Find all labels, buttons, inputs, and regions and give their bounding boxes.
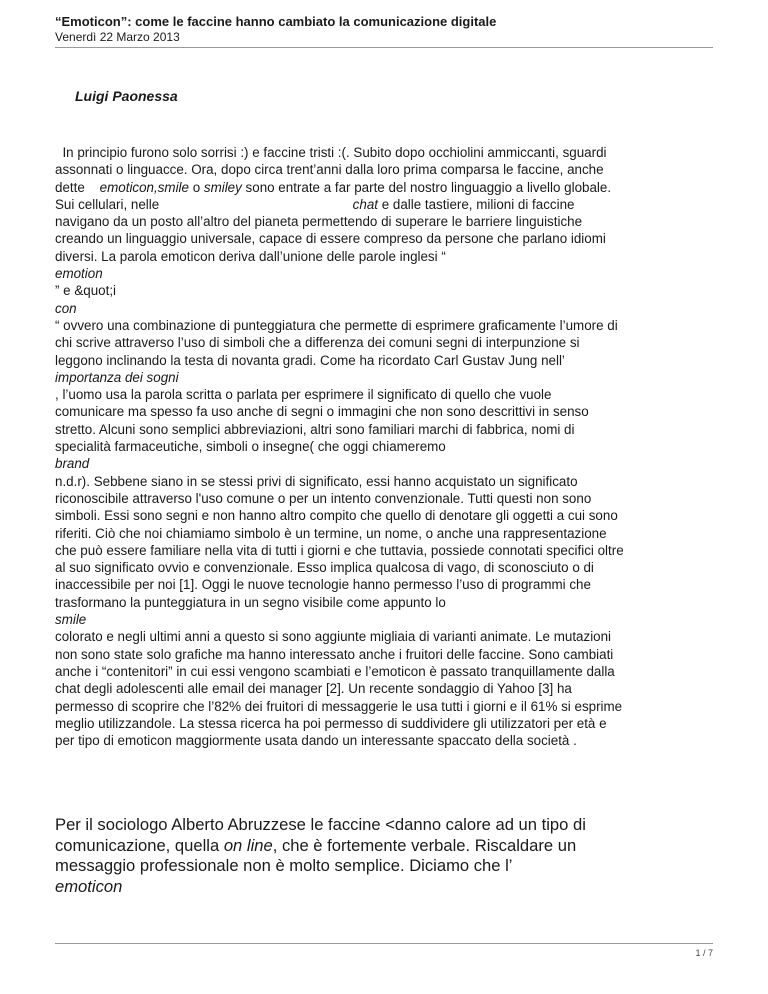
text-line	[55, 265, 725, 282]
text-line	[55, 715, 725, 732]
footer-divider	[55, 943, 713, 944]
text-line	[55, 161, 725, 178]
text-segment: messaggio professionale non è molto semplice. Diciamo che l’	[55, 856, 513, 875]
text-line	[55, 300, 725, 317]
text-line	[55, 403, 725, 420]
text-line	[55, 438, 725, 455]
text-segment: In principio furono solo sorrisi :) e faccine tristi :(. Subito dopo occhiolini ammiccanti, sguardi	[55, 145, 607, 160]
text-segment: trasformano la punteggiatura in un segno visibile come appunto lo	[55, 594, 446, 610]
text-line	[55, 386, 725, 403]
text-line	[55, 369, 725, 386]
text-line	[55, 698, 725, 715]
text-segment: non sono state solo grafiche ma hanno interessato anche i fruitori delle faccine. Sono cambiati	[55, 646, 614, 662]
text-segment: e dalle tastiere, milioni di faccine	[377, 196, 575, 212]
text-segment: inaccessibile per noi [1]. Oggi le nuove tecnologie hanno permesso l’uso di programmi che	[55, 577, 591, 593]
quote-paragraph	[55, 815, 725, 897]
text-segment: ” e &quot;i	[55, 283, 117, 299]
italic-text: brand	[55, 456, 90, 472]
text-segment: assonnati o linguacce. Ora, dopo circa trent’anni dalla loro prima comparsa le faccine, anche	[55, 162, 604, 178]
text-segment: , che è fortemente verbale. Riscaldare un	[272, 835, 577, 855]
italic-text: con	[55, 300, 77, 316]
text-segment: “ ovvero una combinazione di punteggiatura che permette di esprimere graficamente l’umore di	[55, 317, 618, 333]
text-segment: specialità farmaceutiche, simboli o insegne( che oggi chiameremo	[55, 439, 446, 455]
text-line	[55, 179, 725, 196]
text-line	[55, 732, 725, 749]
text-segment: creando un linguaggio universale, capace di essere compreso da persone che parlano idiomi	[55, 231, 606, 247]
text-line	[55, 196, 725, 213]
text-segment: Per il sociologo Alberto Abruzzese le faccine <danno calore ad un tipo di	[55, 815, 586, 834]
text-segment: comunicare ma spesso fa uso anche di segni o immagini che non sono descrittivi in senso	[55, 404, 589, 420]
text-segment: simboli. Essi sono segni e non hanno altro compito che quello di denotare gli oggetti a cui sono	[55, 508, 618, 524]
text-segment: meglio utilizzandole. La stessa ricerca ha poi permesso di suddividere gli utilizzatori per età e	[55, 715, 607, 731]
article-body	[55, 144, 725, 749]
text-line	[55, 473, 725, 490]
text-line	[55, 421, 725, 438]
italic-text: chat	[352, 196, 378, 212]
text-segment: chat degli adolescenti alle email dei manager [2]. Un recente sondaggio di Yahoo [3] ha	[55, 681, 572, 697]
italic-text: smiley	[203, 179, 242, 195]
italic-text: smile	[55, 612, 87, 628]
text-segment: riconoscibile attraverso l'uso comune o per un intento convenzionale. Tutti questi non sono	[55, 490, 592, 506]
text-segment: comunicazione, quella	[55, 835, 224, 855]
text-segment: colorato e negli ultimi anni a questo si sono aggiunte migliaia di varianti animate. Le mutazioni	[55, 629, 612, 645]
text-segment: leggono inclinando la testa di novanta gradi. Come ha ricordato Carl Gustav Jung nell’	[55, 352, 565, 368]
italic-text: emoticon,smile	[99, 179, 189, 195]
document-date: Venerdì 22 Marzo 2013	[55, 30, 180, 44]
text-line	[55, 646, 725, 663]
text-line	[55, 680, 725, 697]
text-segment: dette	[55, 179, 100, 195]
text-segment: navigano da un posto all’altro del pianeta permettendo di superare le barriere linguistiche	[55, 214, 583, 230]
text-segment: Sui cellulari, nelle	[55, 196, 353, 212]
author-name: Luigi Paonessa	[75, 88, 178, 104]
italic-text: emoticon	[55, 876, 123, 896]
text-segment: che può essere familiare nella vita di tutti i giorni e che tuttavia, possiede connotati specifici oltre	[55, 542, 624, 558]
text-segment: permesso di scoprire che l’82% dei fruitori di messaggerie le usa tutti i giorni e il 61% si esprime	[55, 698, 623, 714]
italic-text: emotion	[55, 266, 103, 282]
page-number: 1 / 7	[695, 948, 713, 958]
document-title: “Emoticon”: come le faccine hanno cambiato la comunicazione digitale	[55, 14, 497, 29]
text-line	[55, 611, 725, 628]
text-segment: , l’uomo usa la parola scritta o parlata per esprimere il significato di quello che vuole	[55, 387, 552, 403]
text-segment: al suo significato ovvio e convenzionale. Esso implica qualcosa di vago, di sconosciuto o di	[55, 560, 594, 576]
text-line	[55, 663, 725, 680]
italic-text: on line	[223, 835, 273, 855]
page-header	[55, 14, 713, 45]
text-segment: stretto. Alcuni sono semplici abbreviazioni, altri sono familiari marchi di fabbrica, nomi di	[55, 421, 575, 437]
text-line	[55, 248, 725, 265]
text-segment: diversi. La parola emoticon deriva dall’unione delle parole inglesi “	[55, 248, 446, 264]
text-line	[55, 507, 725, 524]
text-line	[55, 334, 725, 351]
text-line	[55, 877, 725, 898]
text-segment: n.d.r). Sebbene siano in se stessi privi di significato, essi hanno acquistato un significato	[55, 473, 578, 489]
text-line	[55, 628, 725, 645]
text-segment: anche i “contenitori” in cui essi vengono scambiati e l’emoticon è passato tranquillamente dalla	[55, 663, 615, 679]
text-line	[55, 213, 725, 230]
text-segment: per tipo di emoticon maggiormente usata dando un interessante spaccato della società .	[55, 733, 577, 749]
text-line	[55, 836, 725, 857]
text-line	[55, 525, 725, 542]
text-segment: chi scrive attraverso l’uso di simboli che a differenza dei comuni segni di interpunzione si	[55, 335, 580, 351]
text-line	[55, 455, 725, 472]
text-line	[55, 542, 725, 559]
text-line	[55, 352, 725, 369]
italic-text: importanza dei sogni	[55, 369, 179, 385]
text-line	[55, 282, 725, 299]
text-line	[55, 815, 725, 836]
text-line	[55, 490, 725, 507]
text-segment: sono entrate a far parte del nostro linguaggio a livello globale.	[241, 179, 612, 195]
text-line	[55, 856, 725, 877]
text-line	[55, 594, 725, 611]
text-segment: o	[188, 179, 204, 195]
text-line	[55, 230, 725, 247]
header-divider	[55, 47, 713, 48]
text-line	[55, 144, 725, 161]
text-line	[55, 576, 725, 593]
text-line	[55, 559, 725, 576]
text-segment: riferiti. Ciò che noi chiamiamo simbolo è un termine, un nome, o anche una rappresentazione	[55, 525, 607, 541]
text-line	[55, 317, 725, 334]
